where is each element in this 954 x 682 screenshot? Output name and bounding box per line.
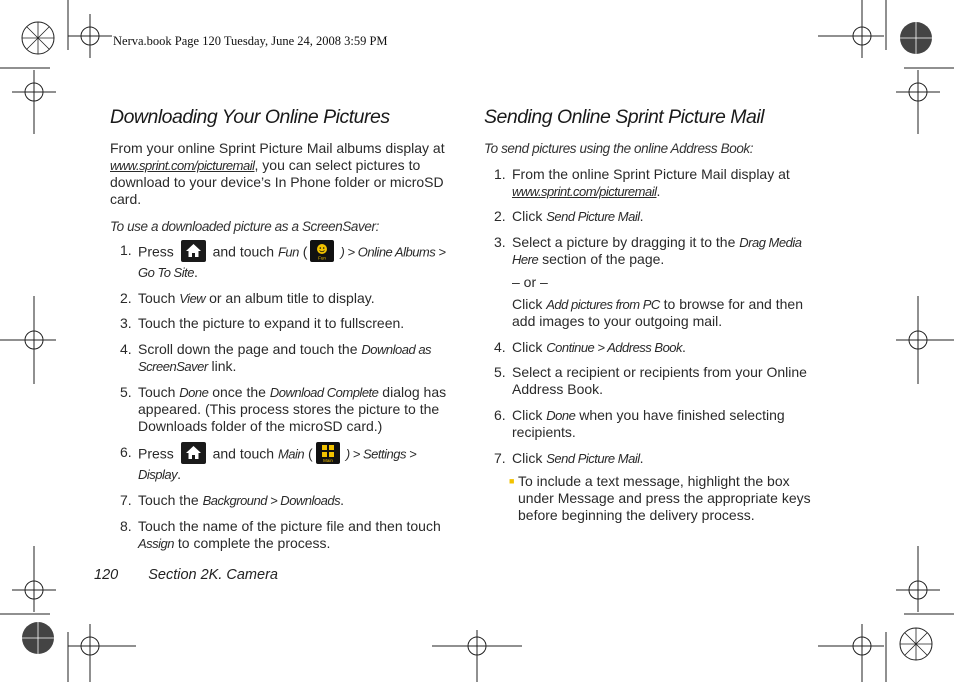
alt-instruction: Click Add pictures from PC to browse for and then add images to your outgoing mail. (512, 296, 803, 329)
left-caption: To use a downloaded picture as a ScreenSaver: (110, 219, 379, 234)
main-icon-label: Main (322, 458, 333, 463)
list-item: 2. Click Send Picture Mail. (494, 208, 644, 224)
list-item: 7. Touch the Background > Downloads. (120, 492, 345, 508)
fun-icon (310, 240, 334, 262)
list-item: 6. Click Done when you have finished selecting recipients. (494, 407, 785, 440)
fun-icon-label: Fun (318, 255, 327, 261)
list-item: 5. Touch Done once the Download Complete dialog has appeared. (This process stores the picture to the Downloads folder of the microSD card.) (120, 384, 447, 434)
picturemail-link[interactable]: www.sprint.com/picturemail (512, 184, 657, 199)
page-number: 120 (94, 567, 119, 583)
list-item: 4. Click Continue > Address Book. (494, 339, 686, 355)
list-item: 4. Scroll down the page and touch the Download as ScreenSaver link. (120, 341, 432, 374)
right-steps (484, 166, 824, 467)
list-item: 7. Click Send Picture Mail. (494, 450, 644, 466)
main-menu-icon (316, 442, 340, 464)
home-icon (181, 240, 206, 262)
left-intro: From your online Sprint Picture Mail albums display at www.sprint.com/picturemail, you can select pictures to download to your device’s In Phone folder or microSD card. (110, 140, 445, 207)
list-item: 3. Touch the picture to expand it to fullscreen. (120, 315, 405, 331)
section-title-sending: Sending Online Sprint Picture Mail (484, 106, 764, 128)
list-item: 5. Select a recipient or recipients from your Online Address Book. (494, 364, 807, 397)
section-name: Section 2K. Camera (148, 567, 278, 583)
print-header: Nerva.book Page 120 Tuesday, June 24, 2008 3:59 PM (113, 34, 388, 48)
note: ■ To include a text message, highlight the box under Message and press the appropriate keys before beginning the delivery process. (509, 473, 811, 523)
list-item: 8. Touch the name of the picture file and then touch Assign to complete the process. (120, 518, 441, 551)
list-item: 6. Press and touch Main ( Main ) > Settings > Display. (120, 444, 417, 482)
home-icon (181, 442, 206, 464)
list-item: 1. Press and touch Fun ( Fun ) > Online Albums > Go To Site. (120, 242, 446, 280)
picturemail-link[interactable]: www.sprint.com/picturemail (110, 158, 255, 173)
or-separator: – or – (512, 274, 548, 290)
page-footer (94, 567, 278, 583)
left-steps (110, 242, 462, 552)
right-caption: To send pictures using the online Address Book: (484, 141, 754, 156)
section-title-downloading: Downloading Your Online Pictures (110, 106, 390, 128)
list-item: 1. From the online Sprint Picture Mail display at www.sprint.com/picturemail. (494, 166, 790, 199)
list-item: 3. Select a picture by dragging it to the Drag Media Here section of the page. – or – Click Add pictures from PC to browse for and then add images to your outgoing mail. (484, 234, 824, 330)
left-column (110, 140, 462, 552)
bullet-icon: ■ (509, 476, 515, 486)
list-item: 2. Touch View or an album title to display. (120, 290, 375, 306)
right-column (484, 140, 824, 524)
